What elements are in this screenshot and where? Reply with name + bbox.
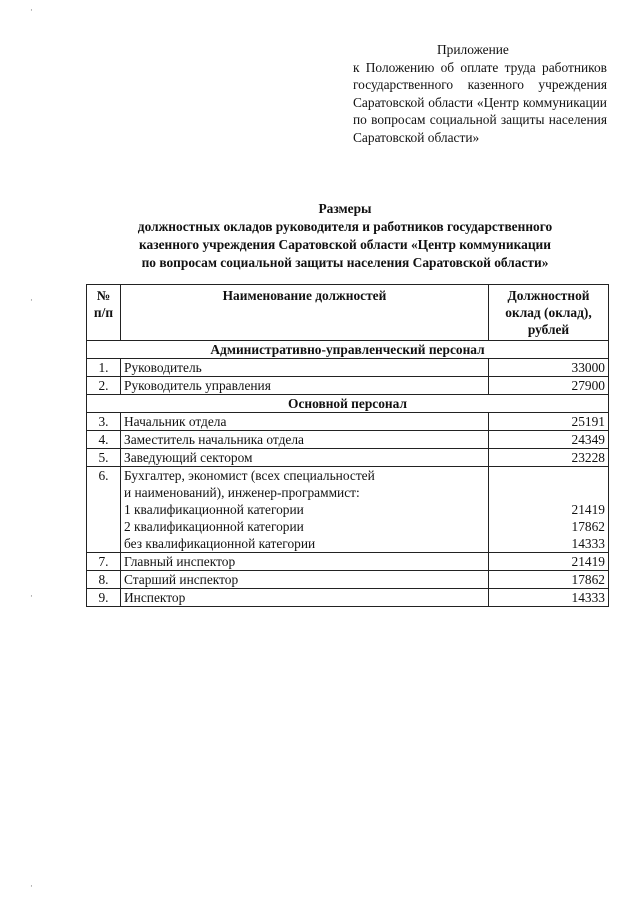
section-main: Основной персонал	[87, 395, 609, 413]
scan-speck: ·	[30, 296, 33, 306]
appendix-body	[353, 59, 607, 147]
appendix-line: учреждения Саратовской области	[353, 77, 607, 110]
header-num: № п/п	[87, 285, 121, 341]
appendix-line: социальной защиты населения	[429, 112, 607, 128]
row-value: 33000	[489, 359, 609, 377]
table-row	[87, 467, 609, 553]
table-row	[87, 431, 609, 449]
row-num: 7.	[87, 553, 121, 571]
salary-table	[86, 284, 609, 607]
category-line: 1 квалификационной категории	[124, 502, 304, 517]
header-name: Наименование должностей	[121, 285, 489, 341]
row-value: 24349	[489, 431, 609, 449]
row-value: 21419	[489, 553, 609, 571]
appendix-line-last: Саратовской области»	[353, 129, 480, 145]
table-row	[87, 553, 609, 571]
document-title	[60, 200, 630, 272]
row-name: Инспектор	[121, 589, 489, 607]
section-row	[87, 341, 609, 359]
header-salary: Должностной оклад (оклад), рублей	[489, 285, 609, 341]
category-value: 17862	[571, 519, 605, 534]
table-header-row	[87, 285, 609, 341]
row-name: Старший инспектор	[121, 571, 489, 589]
row-value: 23228	[489, 449, 609, 467]
row-num: 9.	[87, 589, 121, 607]
row-name: Руководитель управления	[121, 377, 489, 395]
row-num: 1.	[87, 359, 121, 377]
table-row	[87, 413, 609, 431]
category-value: 14333	[571, 536, 605, 551]
row-num: 8.	[87, 571, 121, 589]
appendix-line: работников государственного казенного	[353, 59, 607, 93]
row-name: Заведующий сектором	[121, 449, 489, 467]
table-row	[87, 571, 609, 589]
appendix-note	[353, 41, 607, 147]
appendix-line: к Положению об оплате труда	[353, 59, 536, 75]
row-name: Руководитель	[121, 359, 489, 377]
category-line: без квалификационной категории	[124, 536, 316, 551]
row-name: Главный инспектор	[121, 553, 489, 571]
title-line: должностных окладов руководителя и работников государственного	[137, 219, 553, 234]
row-name-line: Бухгалтер, экономист (всех специальностей	[124, 468, 375, 483]
row-name: Начальник отдела	[121, 413, 489, 431]
row-name-line: и наименований), инженер-программист:	[124, 485, 360, 500]
table-row	[87, 359, 609, 377]
appendix-heading: Приложение	[437, 42, 509, 57]
row-value-multi	[489, 467, 609, 553]
table-row	[87, 449, 609, 467]
section-admin: Административно-управленческий персонал	[87, 341, 609, 359]
section-row	[87, 395, 609, 413]
row-num: 4.	[87, 431, 121, 449]
category-line: 2 квалификационной категории	[124, 519, 304, 534]
row-value: 14333	[489, 589, 609, 607]
scan-speck: ·	[30, 882, 33, 892]
row-num: 3.	[87, 413, 121, 431]
row-value: 27900	[489, 377, 609, 395]
row-num: 5.	[87, 449, 121, 467]
row-num: 2.	[87, 377, 121, 395]
category-value: 21419	[571, 502, 605, 517]
row-value: 17862	[489, 571, 609, 589]
row-name-multi	[121, 467, 489, 553]
appendix-line: «Центр коммуникации по вопросам	[353, 94, 607, 128]
table-row	[87, 377, 609, 395]
table-row	[87, 589, 609, 607]
scan-speck: ·	[30, 6, 33, 16]
row-num: 6.	[87, 467, 121, 553]
title-line: Размеры	[318, 201, 372, 216]
scan-speck: ·	[30, 592, 33, 602]
row-value: 25191	[489, 413, 609, 431]
row-name: Заместитель начальника отдела	[121, 431, 489, 449]
title-line: казенного учреждения Саратовской области «Центр коммуникации	[139, 237, 551, 252]
title-line: по вопросам социальной защиты населения Саратовской области»	[141, 255, 549, 270]
